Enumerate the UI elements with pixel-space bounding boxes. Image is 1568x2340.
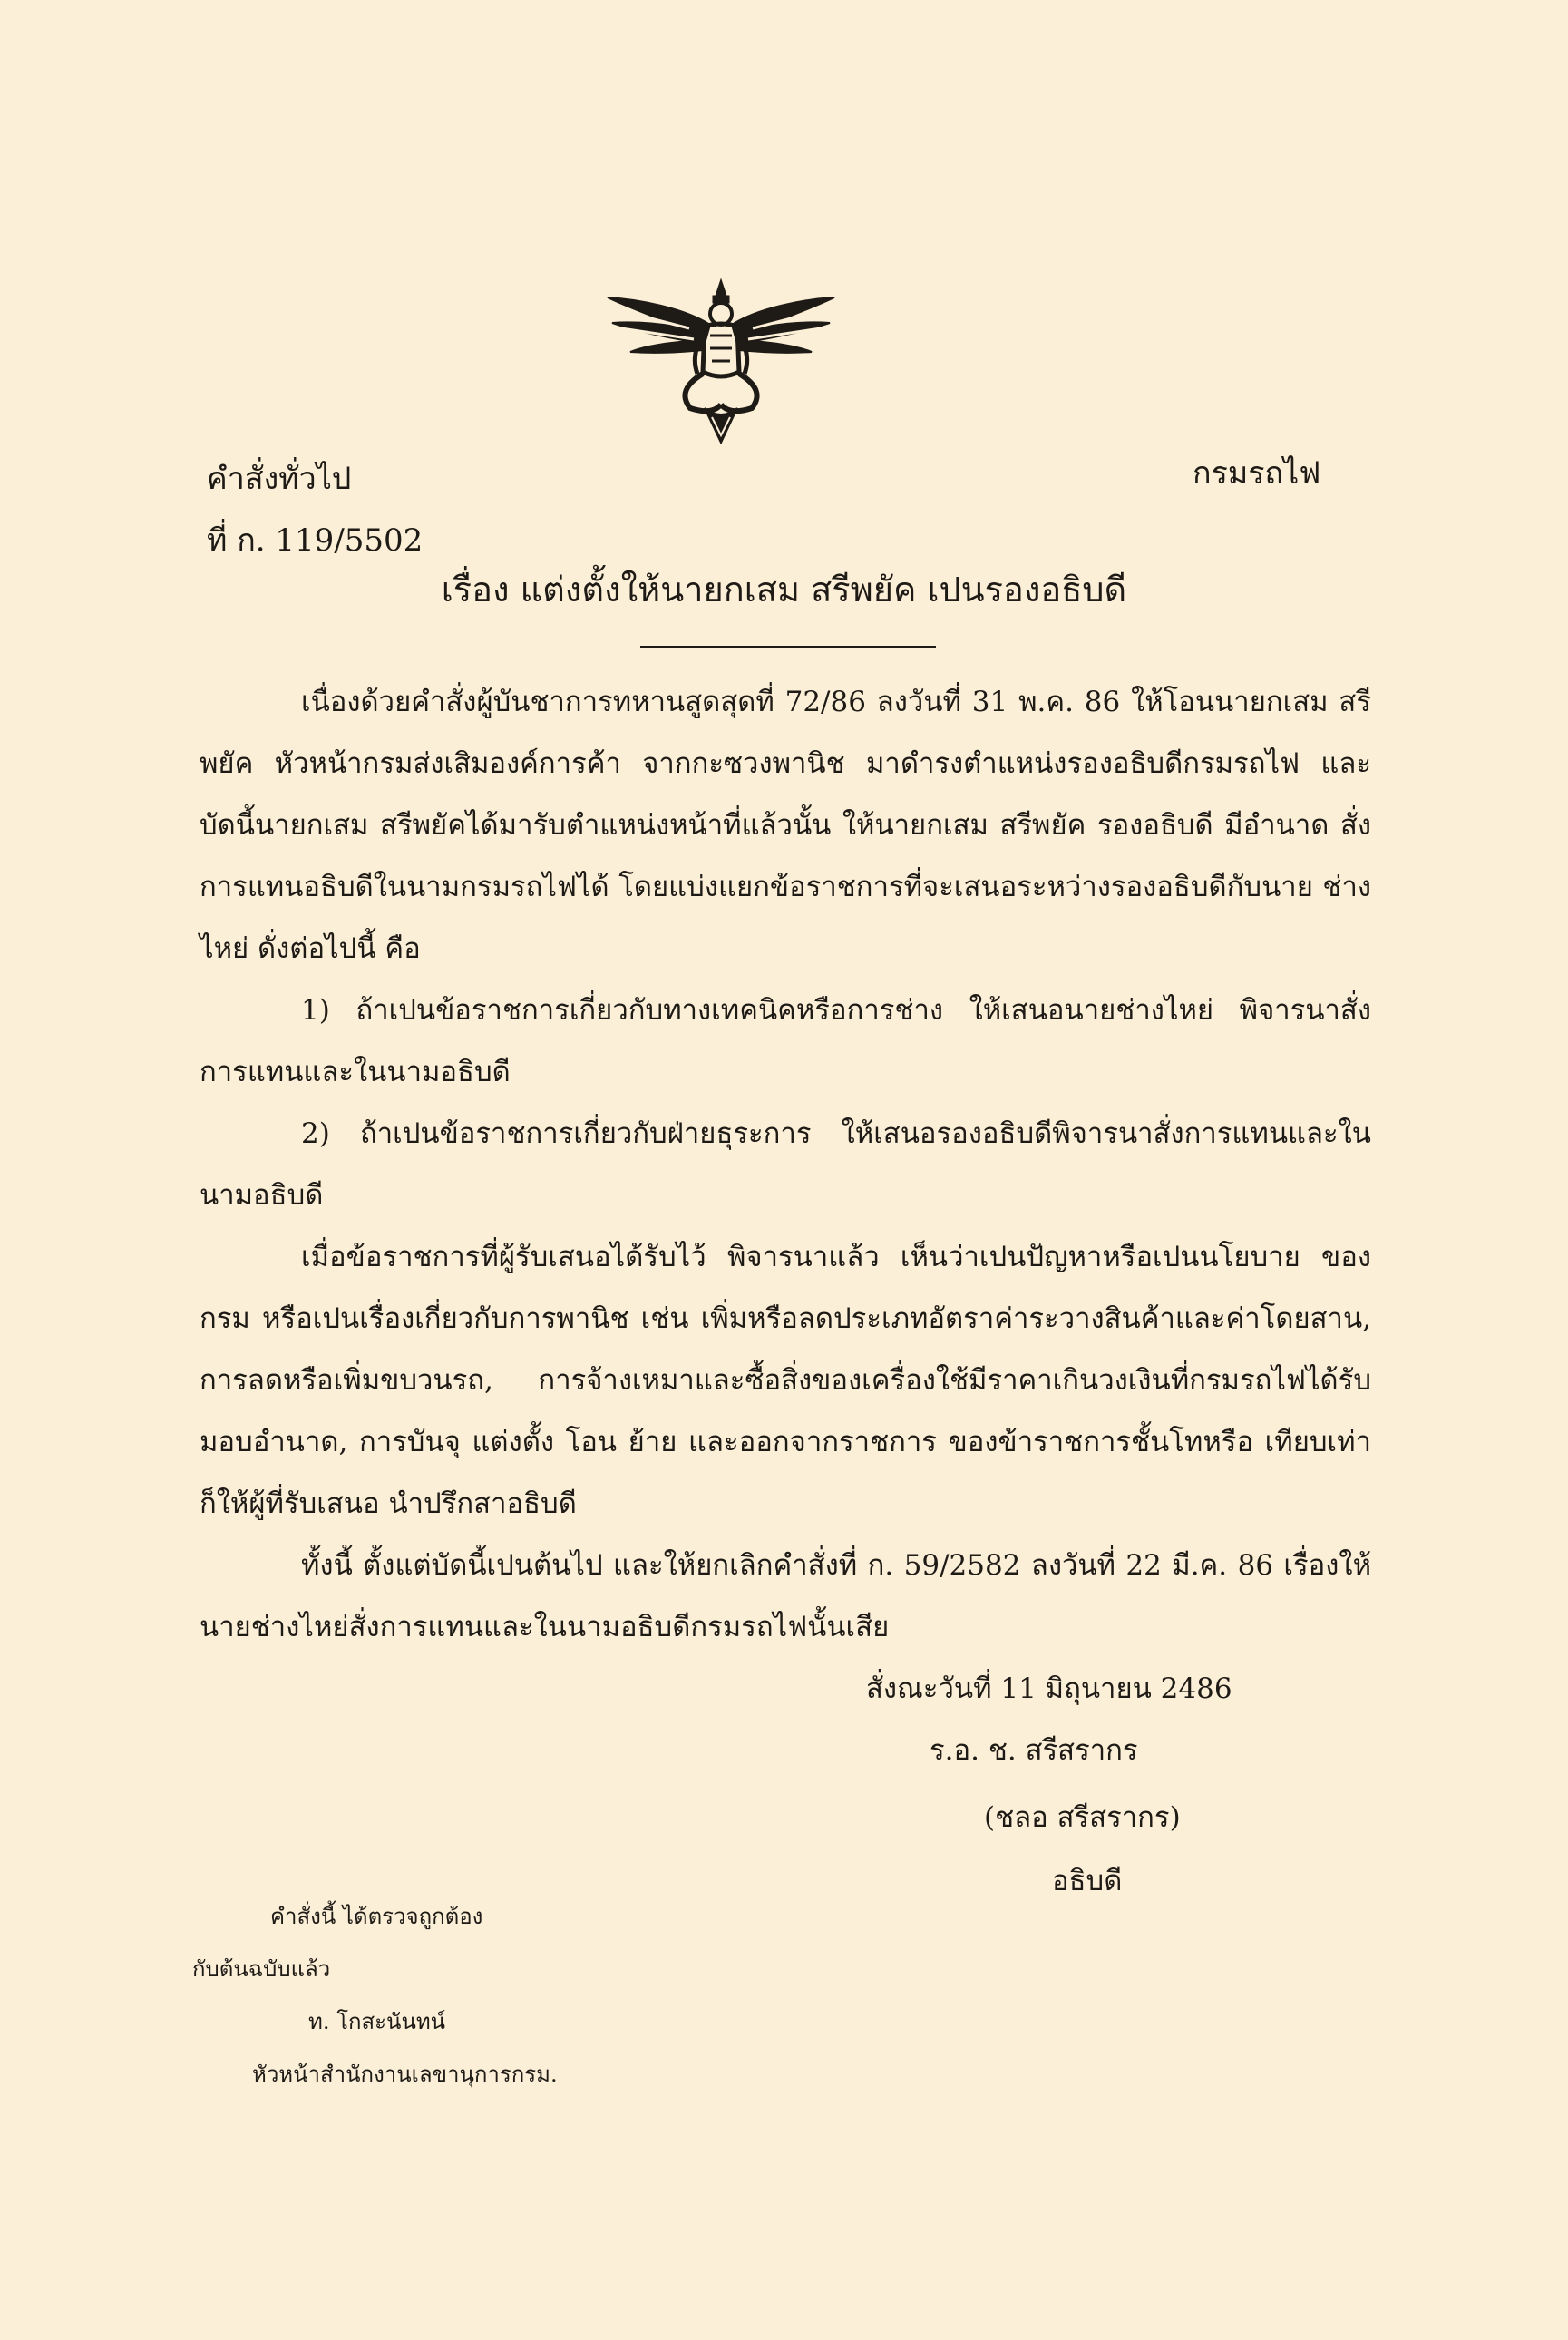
signatory-position: อธิบดี xyxy=(1052,1865,1123,1897)
signatory-name: ร.อ. ช. สรีสรากร xyxy=(930,1734,1138,1767)
certifier-position: หัวหน้าสำนักงานเลขานุการกรม. xyxy=(252,2062,558,2087)
certification-line-2: กับต้นฉบับแล้ว xyxy=(192,1956,331,1982)
paragraph-4: เมื่อข้อราชการที่ผู้รับเสนอได้รับไว้ พิจารนาแล้ว เห็นว่าเปนปัญหาหรือเปนนโยบาย ของ กรม หรือเปนเรื่องเกี่ยวกับการพานิช เช่น เพิ่มหรือลดประเภทอัตราค่าระวางสินค้าและค่าโดยสาน, การลดหรือเพิ่มขบวนรถ, การจ้างเหมาและซื้อสิ่งของเครื่องใช้มีราคาเกินวงเงินที่กรมรถไฟได้รับมอบอำนาด, การบันจุ แต่งตั้ง โอน ย้าย และออกจากราชการ ของข้าราชการชั้นโทหรือ เทียบเท่า ก็ให้ผู้ที่รับเสนอ นำปรึกสาอธิบดี xyxy=(200,1241,1371,1520)
certifier-name: ท. โกสะนันทน์ xyxy=(308,2009,446,2034)
issue-date: สั่งณะวันที่ 11 มิถุนายน 2486 xyxy=(866,1672,1232,1705)
paragraph-5: ทั้งนี้ ตั้งแต่บัดนี้เปนต้นไป และให้ยกเลิกคำสั่งที่ ก. 59/2582 ลงวันที่ 22 มี.ค. 86 เรื่องให้นายช่างไหย่สั่งการแทนและในนามอธิบดีกรมรถไฟนั้นเสีย xyxy=(200,1549,1371,1643)
certification-line-1: คำสั่งนี้ ได้ตรวจถูกต้อง xyxy=(270,1904,483,1929)
paragraph-3: 2) ถ้าเปนข้อราชการเกี่ยวกับฝ่ายธุระการ ให้เสนอรองอธิบดีพิจารนาสั่งการแทนและใน นามอธิบดี xyxy=(200,1117,1371,1212)
order-number: ที่ ก. 119/5502 xyxy=(207,522,424,559)
garuda-emblem-icon xyxy=(603,272,839,453)
document-body xyxy=(200,671,1371,1658)
paragraph-2: 1) ถ้าเปนข้อราชการเกี่ยวกับทางเทคนิคหรือการช่าง ให้เสนอนายช่างไหย่ พิจารนาสั่ง การแทนและในนามอธิบดี xyxy=(200,994,1371,1088)
signatory-full-name: (ชลอ สรีสรากร) xyxy=(984,1801,1181,1834)
department-name: กรมรถไฟ xyxy=(1193,455,1321,492)
title-divider xyxy=(640,646,936,648)
order-type: คำสั่งทั่วไป xyxy=(207,461,352,497)
paragraph-1: เนื่องด้วยคำสั่งผู้บันชาการทหานสูดสุดที่ 72/86 ลงวันที่ 31 พ.ค. 86 ให้โอนนายกเสม สรีพยัค หัวหน้ากรมส่งเสิมองค์การค้า จากกะซวงพานิช มาดำรงตำแหน่งรองอธิบดีกรมรถไฟ และบัดนี้นายกเสม สรีพยัคได้มารับตำแหน่งหน้าที่แล้วนั้น ให้นายกเสม สรีพยัค รองอธิบดี มีอำนาด สั่งการแทนอธิบดีในนามกรมรถไฟได้ โดยแบ่งแยกข้อราชการที่จะเสนอระหว่างรองอธิบดีกับนาย ช่างไหย่ ดั่งต่อไปนี้ คือ xyxy=(200,686,1371,965)
document-title: เรื่อง แต่งตั้งให้นายกเสม สรีพยัค เปนรองอธิบดี xyxy=(441,570,1127,609)
